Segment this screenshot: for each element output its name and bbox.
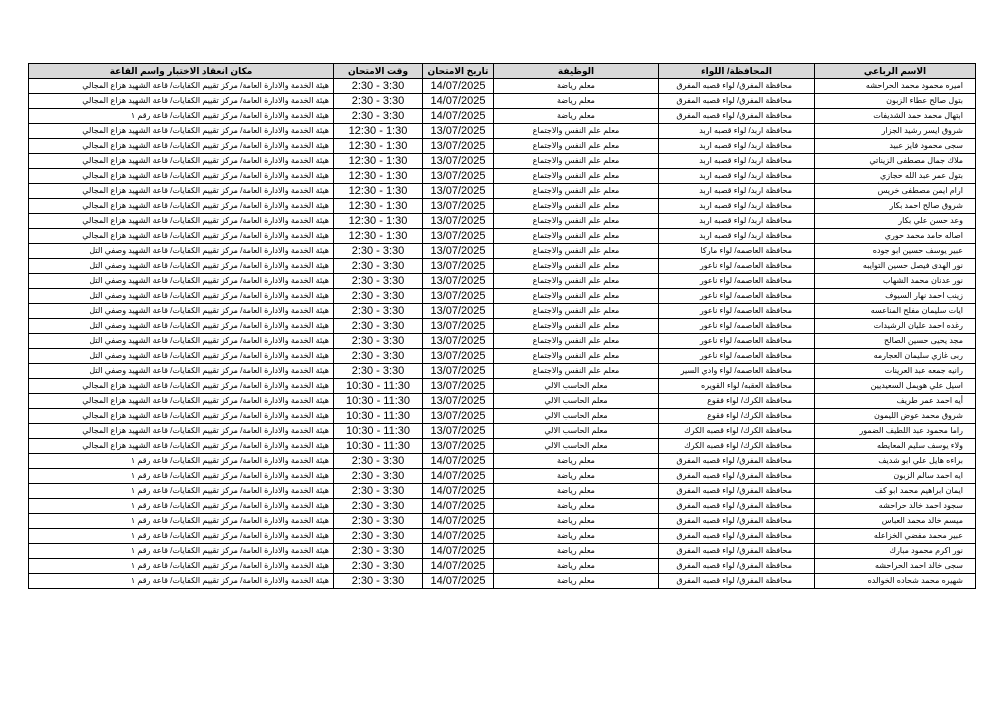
cell-date: 14/07/2025 bbox=[423, 454, 494, 469]
cell-venue: هيئة الخدمة والادارة العامة/ مركز تقييم الكفايات/ قاعة الشهيد هزاع المجالي bbox=[29, 424, 334, 439]
table-row bbox=[29, 484, 976, 499]
header-governorate: المحافظة/ اللواء bbox=[659, 64, 815, 79]
cell-time: 2:30 - 3:30 bbox=[334, 109, 423, 124]
cell-governorate: محافظة العاصمه/ لواء ناعور bbox=[659, 349, 815, 364]
cell-governorate: محافظة المفرق/ لواء قصبه المفرق bbox=[659, 484, 815, 499]
cell-governorate: محافظة العاصمه/ لواء ناعور bbox=[659, 274, 815, 289]
cell-date: 13/07/2025 bbox=[423, 229, 494, 244]
cell-job: معلم رياضة bbox=[494, 79, 659, 94]
table-row bbox=[29, 199, 976, 214]
cell-date: 13/07/2025 bbox=[423, 409, 494, 424]
cell-name: نور اكرم محمود مبارك bbox=[815, 544, 976, 559]
cell-venue: هيئة الخدمة والادارة العامة/ مركز تقييم الكفايات/ قاعة الشهيد هزاع المجالي bbox=[29, 199, 334, 214]
cell-name: شهيره محمد شحاده الخوالده bbox=[815, 574, 976, 589]
cell-venue: هيئة الخدمة والادارة العامة/ مركز تقييم الكفايات/ قاعة الشهيد هزاع المجالي bbox=[29, 79, 334, 94]
cell-venue: هيئة الخدمة والادارة العامة/ مركز تقييم الكفايات/ قاعة الشهيد وصفي التل bbox=[29, 364, 334, 379]
cell-venue: هيئة الخدمة والادارة العامة/ مركز تقييم الكفايات/ قاعة رقم ١ bbox=[29, 469, 334, 484]
cell-name: ربى غازي سليمان العجارمه bbox=[815, 349, 976, 364]
cell-date: 14/07/2025 bbox=[423, 499, 494, 514]
cell-time: 2:30 - 3:30 bbox=[334, 499, 423, 514]
table-row bbox=[29, 214, 976, 229]
cell-venue: هيئة الخدمة والادارة العامة/ مركز تقييم الكفايات/ قاعة رقم ١ bbox=[29, 529, 334, 544]
cell-venue: هيئة الخدمة والادارة العامة/ مركز تقييم الكفايات/ قاعة الشهيد هزاع المجالي bbox=[29, 229, 334, 244]
cell-job: معلم الحاسب الالي bbox=[494, 379, 659, 394]
cell-time: 2:30 - 3:30 bbox=[334, 94, 423, 109]
table-row bbox=[29, 94, 976, 109]
cell-time: 2:30 - 3:30 bbox=[334, 469, 423, 484]
cell-time: 2:30 - 3:30 bbox=[334, 79, 423, 94]
cell-name: عبير محمد مفضي الخزاعله bbox=[815, 529, 976, 544]
cell-governorate: محافظة المفرق/ لواء قصبه المفرق bbox=[659, 559, 815, 574]
cell-job: معلم رياضة bbox=[494, 559, 659, 574]
cell-time: 2:30 - 3:30 bbox=[334, 514, 423, 529]
cell-date: 14/07/2025 bbox=[423, 79, 494, 94]
table-row bbox=[29, 394, 976, 409]
cell-job: معلم علم النفس والاجتماع bbox=[494, 289, 659, 304]
cell-name: سجى محمود فايز عبيد bbox=[815, 139, 976, 154]
table-row bbox=[29, 229, 976, 244]
cell-name: بتول صالح عطاء الزبون bbox=[815, 94, 976, 109]
cell-governorate: محافظة الكرك/ لواء فقوع bbox=[659, 409, 815, 424]
header-venue: مكان انعقاد الاختبار واسم القاعة bbox=[29, 64, 334, 79]
cell-governorate: محافظة اربد/ لواء قصبه اربد bbox=[659, 154, 815, 169]
cell-date: 13/07/2025 bbox=[423, 199, 494, 214]
table-body bbox=[29, 79, 976, 589]
cell-governorate: محافظة المفرق/ لواء قصبه المفرق bbox=[659, 529, 815, 544]
table-row bbox=[29, 334, 976, 349]
cell-date: 13/07/2025 bbox=[423, 334, 494, 349]
table-row bbox=[29, 514, 976, 529]
cell-governorate: محافظة اربد/ لواء قصبه اربد bbox=[659, 169, 815, 184]
cell-venue: هيئة الخدمة والادارة العامة/ مركز تقييم الكفايات/ قاعة الشهيد هزاع المجالي bbox=[29, 409, 334, 424]
cell-time: 2:30 - 3:30 bbox=[334, 304, 423, 319]
cell-name: سجى خالد احمد الحراحشه bbox=[815, 559, 976, 574]
cell-job: معلم علم النفس والاجتماع bbox=[494, 154, 659, 169]
table-row bbox=[29, 184, 976, 199]
cell-governorate: محافظة المفرق/ لواء قصبه المفرق bbox=[659, 454, 815, 469]
table-row bbox=[29, 274, 976, 289]
cell-date: 13/07/2025 bbox=[423, 364, 494, 379]
cell-job: معلم علم النفس والاجتماع bbox=[494, 244, 659, 259]
table-row bbox=[29, 154, 976, 169]
cell-date: 14/07/2025 bbox=[423, 544, 494, 559]
cell-venue: هيئة الخدمة والادارة العامة/ مركز تقييم الكفايات/ قاعة الشهيد وصفي التل bbox=[29, 259, 334, 274]
cell-venue: هيئة الخدمة والادارة العامة/ مركز تقييم الكفايات/ قاعة الشهيد وصفي التل bbox=[29, 334, 334, 349]
cell-job: معلم علم النفس والاجتماع bbox=[494, 139, 659, 154]
cell-name: نور عدنان محمد الشهاب bbox=[815, 274, 976, 289]
cell-date: 13/07/2025 bbox=[423, 319, 494, 334]
cell-date: 13/07/2025 bbox=[423, 304, 494, 319]
cell-date: 14/07/2025 bbox=[423, 514, 494, 529]
cell-name: مجد يحيى حسين الصالح bbox=[815, 334, 976, 349]
cell-date: 13/07/2025 bbox=[423, 124, 494, 139]
cell-name: ولاء يوسف سليم المعايطه bbox=[815, 439, 976, 454]
cell-name: شروق ايسر رشيد الجزار bbox=[815, 124, 976, 139]
cell-job: معلم رياضة bbox=[494, 514, 659, 529]
header-row bbox=[29, 64, 976, 79]
cell-time: 2:30 - 3:30 bbox=[334, 484, 423, 499]
table-row bbox=[29, 544, 976, 559]
cell-time: 2:30 - 3:30 bbox=[334, 364, 423, 379]
cell-governorate: محافظة الكرك/ لواء فقوع bbox=[659, 394, 815, 409]
cell-governorate: محافظة اربد/ لواء قصبه اربد bbox=[659, 199, 815, 214]
cell-job: معلم رياضة bbox=[494, 484, 659, 499]
cell-job: معلم علم النفس والاجتماع bbox=[494, 184, 659, 199]
cell-governorate: محافظة المفرق/ لواء قصبه المفرق bbox=[659, 574, 815, 589]
cell-date: 13/07/2025 bbox=[423, 274, 494, 289]
cell-governorate: محافظة الكرك/ لواء قصبه الكرك bbox=[659, 424, 815, 439]
cell-time: 12:30 - 1:30 bbox=[334, 229, 423, 244]
cell-name: زينب احمد نهار السيوف bbox=[815, 289, 976, 304]
cell-date: 13/07/2025 bbox=[423, 259, 494, 274]
cell-name: اميره محمود محمد الحراحشه bbox=[815, 79, 976, 94]
cell-time: 2:30 - 3:30 bbox=[334, 319, 423, 334]
cell-job: معلم علم النفس والاجتماع bbox=[494, 319, 659, 334]
table-row bbox=[29, 319, 976, 334]
cell-time: 2:30 - 3:30 bbox=[334, 334, 423, 349]
cell-time: 10:30 - 11:30 bbox=[334, 379, 423, 394]
cell-name: بتول عمر عبد الله حجازي bbox=[815, 169, 976, 184]
table-row bbox=[29, 124, 976, 139]
cell-governorate: محافظة العاصمه/ لواء ناعور bbox=[659, 319, 815, 334]
table-row bbox=[29, 304, 976, 319]
cell-name: رغده احمد عليان الرشيدات bbox=[815, 319, 976, 334]
cell-job: معلم علم النفس والاجتماع bbox=[494, 214, 659, 229]
table-row bbox=[29, 139, 976, 154]
cell-time: 2:30 - 3:30 bbox=[334, 274, 423, 289]
cell-job: معلم رياضة bbox=[494, 529, 659, 544]
cell-venue: هيئة الخدمة والادارة العامة/ مركز تقييم الكفايات/ قاعة الشهيد وصفي التل bbox=[29, 319, 334, 334]
table-row bbox=[29, 424, 976, 439]
cell-date: 13/07/2025 bbox=[423, 289, 494, 304]
cell-name: نور الهدى فيصل حسين التوايبه bbox=[815, 259, 976, 274]
cell-job: معلم علم النفس والاجتماع bbox=[494, 259, 659, 274]
cell-venue: هيئة الخدمة والادارة العامة/ مركز تقييم الكفايات/ قاعة الشهيد هزاع المجالي bbox=[29, 139, 334, 154]
cell-time: 10:30 - 11:30 bbox=[334, 424, 423, 439]
cell-date: 13/07/2025 bbox=[423, 214, 494, 229]
table-row bbox=[29, 574, 976, 589]
cell-venue: هيئة الخدمة والادارة العامة/ مركز تقييم الكفايات/ قاعة الشهيد هزاع المجالي bbox=[29, 439, 334, 454]
cell-time: 12:30 - 1:30 bbox=[334, 199, 423, 214]
cell-name: شروق محمد عوض الليمون bbox=[815, 409, 976, 424]
cell-governorate: محافظة المفرق/ لواء قصبه المفرق bbox=[659, 499, 815, 514]
cell-date: 14/07/2025 bbox=[423, 529, 494, 544]
cell-governorate: محافظة الكرك/ لواء قصبه الكرك bbox=[659, 439, 815, 454]
cell-job: معلم الحاسب الالي bbox=[494, 409, 659, 424]
cell-job: معلم علم النفس والاجتماع bbox=[494, 124, 659, 139]
cell-governorate: محافظة المفرق/ لواء قصبه المفرق bbox=[659, 79, 815, 94]
cell-job: معلم علم النفس والاجتماع bbox=[494, 229, 659, 244]
cell-name: ميسم خالد محمد العباس bbox=[815, 514, 976, 529]
cell-time: 12:30 - 1:30 bbox=[334, 154, 423, 169]
cell-governorate: محافظة اربد/ لواء قصبه اربد bbox=[659, 229, 815, 244]
table-row bbox=[29, 409, 976, 424]
cell-governorate: محافظة العاصمه/ لواء ناعور bbox=[659, 259, 815, 274]
table-row bbox=[29, 469, 976, 484]
table-row bbox=[29, 364, 976, 379]
cell-venue: هيئة الخدمة والادارة العامة/ مركز تقييم الكفايات/ قاعة الشهيد وصفي التل bbox=[29, 289, 334, 304]
cell-job: معلم علم النفس والاجتماع bbox=[494, 349, 659, 364]
cell-governorate: محافظة المفرق/ لواء قصبه المفرق bbox=[659, 514, 815, 529]
table-row bbox=[29, 349, 976, 364]
cell-time: 2:30 - 3:30 bbox=[334, 559, 423, 574]
cell-venue: هيئة الخدمة والادارة العامة/ مركز تقييم الكفايات/ قاعة الشهيد هزاع المجالي bbox=[29, 184, 334, 199]
cell-governorate: محافظة العاصمه/ لواء ناعور bbox=[659, 289, 815, 304]
cell-venue: هيئة الخدمة والادارة العامة/ مركز تقييم الكفايات/ قاعة رقم ١ bbox=[29, 514, 334, 529]
cell-job: معلم علم النفس والاجتماع bbox=[494, 334, 659, 349]
cell-time: 12:30 - 1:30 bbox=[334, 124, 423, 139]
exam-schedule-table bbox=[28, 63, 976, 589]
cell-venue: هيئة الخدمة والادارة العامة/ مركز تقييم الكفايات/ قاعة الشهيد وصفي التل bbox=[29, 304, 334, 319]
cell-name: رانيه جمعه عبد العرينات bbox=[815, 364, 976, 379]
cell-venue: هيئة الخدمة والادارة العامة/ مركز تقييم الكفايات/ قاعة رقم ١ bbox=[29, 499, 334, 514]
cell-venue: هيئة الخدمة والادارة العامة/ مركز تقييم الكفايات/ قاعة رقم ١ bbox=[29, 454, 334, 469]
cell-date: 13/07/2025 bbox=[423, 349, 494, 364]
cell-job: معلم رياضة bbox=[494, 454, 659, 469]
cell-time: 2:30 - 3:30 bbox=[334, 244, 423, 259]
cell-time: 12:30 - 1:30 bbox=[334, 214, 423, 229]
cell-time: 2:30 - 3:30 bbox=[334, 259, 423, 274]
cell-time: 12:30 - 1:30 bbox=[334, 169, 423, 184]
cell-name: أيه احمد عمر طريف bbox=[815, 394, 976, 409]
cell-job: معلم رياضة bbox=[494, 469, 659, 484]
cell-time: 2:30 - 3:30 bbox=[334, 544, 423, 559]
cell-name: ملاك جمال مصطفى الزيناتي bbox=[815, 154, 976, 169]
cell-governorate: محافظة اربد/ لواء قصبه اربد bbox=[659, 139, 815, 154]
cell-governorate: محافظة العاصمه/ لواء ماركا bbox=[659, 244, 815, 259]
table-row bbox=[29, 169, 976, 184]
cell-name: عبير يوسف حسين ابو جوده bbox=[815, 244, 976, 259]
cell-governorate: محافظة العقبه/ لواء القويره bbox=[659, 379, 815, 394]
cell-date: 13/07/2025 bbox=[423, 244, 494, 259]
table-row bbox=[29, 109, 976, 124]
cell-time: 12:30 - 1:30 bbox=[334, 139, 423, 154]
cell-venue: هيئة الخدمة والادارة العامة/ مركز تقييم الكفايات/ قاعة الشهيد هزاع المجالي bbox=[29, 124, 334, 139]
header-time: وقت الامتحان bbox=[334, 64, 423, 79]
cell-name: ايه احمد سالم الزبون bbox=[815, 469, 976, 484]
cell-name: ايمان ابراهيم محمد ابو كف bbox=[815, 484, 976, 499]
table-row bbox=[29, 439, 976, 454]
cell-job: معلم رياضة bbox=[494, 544, 659, 559]
cell-governorate: محافظة المفرق/ لواء قصبه المفرق bbox=[659, 469, 815, 484]
cell-name: اسيل علي هويمل السعيديين bbox=[815, 379, 976, 394]
cell-venue: هيئة الخدمة والادارة العامة/ مركز تقييم الكفايات/ قاعة الشهيد وصفي التل bbox=[29, 349, 334, 364]
cell-date: 13/07/2025 bbox=[423, 184, 494, 199]
header-date: تاريخ الامتحان bbox=[423, 64, 494, 79]
cell-date: 13/07/2025 bbox=[423, 154, 494, 169]
cell-job: معلم علم النفس والاجتماع bbox=[494, 169, 659, 184]
cell-date: 14/07/2025 bbox=[423, 559, 494, 574]
cell-name: شروق صالح احمد بكار bbox=[815, 199, 976, 214]
cell-date: 13/07/2025 bbox=[423, 169, 494, 184]
table-row bbox=[29, 259, 976, 274]
table-row bbox=[29, 499, 976, 514]
header-name: الاسم الرباعي bbox=[815, 64, 976, 79]
table-row bbox=[29, 289, 976, 304]
cell-governorate: محافظة العاصمه/ لواء ناعور bbox=[659, 334, 815, 349]
cell-name: براءه هايل علي ابو شديف bbox=[815, 454, 976, 469]
cell-time: 12:30 - 1:30 bbox=[334, 184, 423, 199]
cell-venue: هيئة الخدمة والادارة العامة/ مركز تقييم الكفايات/ قاعة الشهيد هزاع المجالي bbox=[29, 214, 334, 229]
cell-time: 2:30 - 3:30 bbox=[334, 349, 423, 364]
cell-job: معلم علم النفس والاجتماع bbox=[494, 274, 659, 289]
cell-time: 10:30 - 11:30 bbox=[334, 439, 423, 454]
table-row bbox=[29, 79, 976, 94]
cell-job: معلم علم النفس والاجتماع bbox=[494, 364, 659, 379]
cell-date: 14/07/2025 bbox=[423, 469, 494, 484]
cell-governorate: محافظة اربد/ لواء قصبه اربد bbox=[659, 214, 815, 229]
cell-date: 14/07/2025 bbox=[423, 109, 494, 124]
cell-job: معلم الحاسب الالي bbox=[494, 394, 659, 409]
cell-job: معلم رياضة bbox=[494, 574, 659, 589]
cell-job: معلم علم النفس والاجتماع bbox=[494, 304, 659, 319]
cell-name: وعد حسن علي بكار bbox=[815, 214, 976, 229]
cell-governorate: محافظة العاصمه/ لواء وادي السير bbox=[659, 364, 815, 379]
cell-time: 10:30 - 11:30 bbox=[334, 394, 423, 409]
cell-name: ابتهال محمد حمد الشديفات bbox=[815, 109, 976, 124]
cell-name: ايات سليمان مفلح المناعسه bbox=[815, 304, 976, 319]
cell-venue: هيئة الخدمة والادارة العامة/ مركز تقييم الكفايات/ قاعة الشهيد هزاع المجالي bbox=[29, 169, 334, 184]
header-job: الوظيفة bbox=[494, 64, 659, 79]
cell-date: 13/07/2025 bbox=[423, 439, 494, 454]
cell-venue: هيئة الخدمة والادارة العامة/ مركز تقييم الكفايات/ قاعة رقم ١ bbox=[29, 574, 334, 589]
cell-governorate: محافظة العاصمه/ لواء ناعور bbox=[659, 304, 815, 319]
cell-date: 13/07/2025 bbox=[423, 379, 494, 394]
cell-name: ارام ايمن مصطفى خريس bbox=[815, 184, 976, 199]
cell-date: 13/07/2025 bbox=[423, 139, 494, 154]
table-row bbox=[29, 529, 976, 544]
cell-governorate: محافظة المفرق/ لواء قصبه المفرق bbox=[659, 109, 815, 124]
table-row bbox=[29, 379, 976, 394]
cell-governorate: محافظة المفرق/ لواء قصبه المفرق bbox=[659, 94, 815, 109]
cell-venue: هيئة الخدمة والادارة العامة/ مركز تقييم الكفايات/ قاعة الشهيد هزاع المجالي bbox=[29, 94, 334, 109]
cell-venue: هيئة الخدمة والادارة العامة/ مركز تقييم الكفايات/ قاعة رقم ١ bbox=[29, 109, 334, 124]
cell-name: راما محمود عبد اللطيف الضمور bbox=[815, 424, 976, 439]
cell-name: سجود احمد خالد حراحشه bbox=[815, 499, 976, 514]
cell-date: 13/07/2025 bbox=[423, 394, 494, 409]
cell-job: معلم رياضة bbox=[494, 109, 659, 124]
cell-time: 2:30 - 3:30 bbox=[334, 529, 423, 544]
cell-time: 2:30 - 3:30 bbox=[334, 454, 423, 469]
cell-venue: هيئة الخدمة والادارة العامة/ مركز تقييم الكفايات/ قاعة الشهيد هزاع المجالي bbox=[29, 394, 334, 409]
cell-date: 14/07/2025 bbox=[423, 94, 494, 109]
cell-venue: هيئة الخدمة والادارة العامة/ مركز تقييم الكفايات/ قاعة الشهيد وصفي التل bbox=[29, 274, 334, 289]
cell-date: 14/07/2025 bbox=[423, 484, 494, 499]
cell-date: 14/07/2025 bbox=[423, 574, 494, 589]
cell-job: معلم الحاسب الالي bbox=[494, 424, 659, 439]
cell-job: معلم رياضة bbox=[494, 94, 659, 109]
cell-job: معلم الحاسب الالي bbox=[494, 439, 659, 454]
cell-venue: هيئة الخدمة والادارة العامة/ مركز تقييم الكفايات/ قاعة الشهيد هزاع المجالي bbox=[29, 379, 334, 394]
cell-venue: هيئة الخدمة والادارة العامة/ مركز تقييم الكفايات/ قاعة الشهيد وصفي التل bbox=[29, 244, 334, 259]
cell-governorate: محافظة اربد/ لواء قصبه اربد bbox=[659, 184, 815, 199]
cell-time: 2:30 - 3:30 bbox=[334, 289, 423, 304]
table-row bbox=[29, 454, 976, 469]
cell-governorate: محافظة اربد/ لواء قصبه اربد bbox=[659, 124, 815, 139]
table-row bbox=[29, 559, 976, 574]
table-row bbox=[29, 244, 976, 259]
cell-venue: هيئة الخدمة والادارة العامة/ مركز تقييم الكفايات/ قاعة الشهيد هزاع المجالي bbox=[29, 154, 334, 169]
cell-venue: هيئة الخدمة والادارة العامة/ مركز تقييم الكفايات/ قاعة رقم ١ bbox=[29, 484, 334, 499]
cell-date: 13/07/2025 bbox=[423, 424, 494, 439]
cell-time: 10:30 - 11:30 bbox=[334, 409, 423, 424]
cell-governorate: محافظة المفرق/ لواء قصبه المفرق bbox=[659, 544, 815, 559]
cell-venue: هيئة الخدمة والادارة العامة/ مركز تقييم الكفايات/ قاعة رقم ١ bbox=[29, 544, 334, 559]
cell-venue: هيئة الخدمة والادارة العامة/ مركز تقييم الكفايات/ قاعة رقم ١ bbox=[29, 559, 334, 574]
cell-job: معلم رياضة bbox=[494, 499, 659, 514]
cell-name: اصاله حامد محمد حوري bbox=[815, 229, 976, 244]
cell-time: 2:30 - 3:30 bbox=[334, 574, 423, 589]
cell-job: معلم علم النفس والاجتماع bbox=[494, 199, 659, 214]
